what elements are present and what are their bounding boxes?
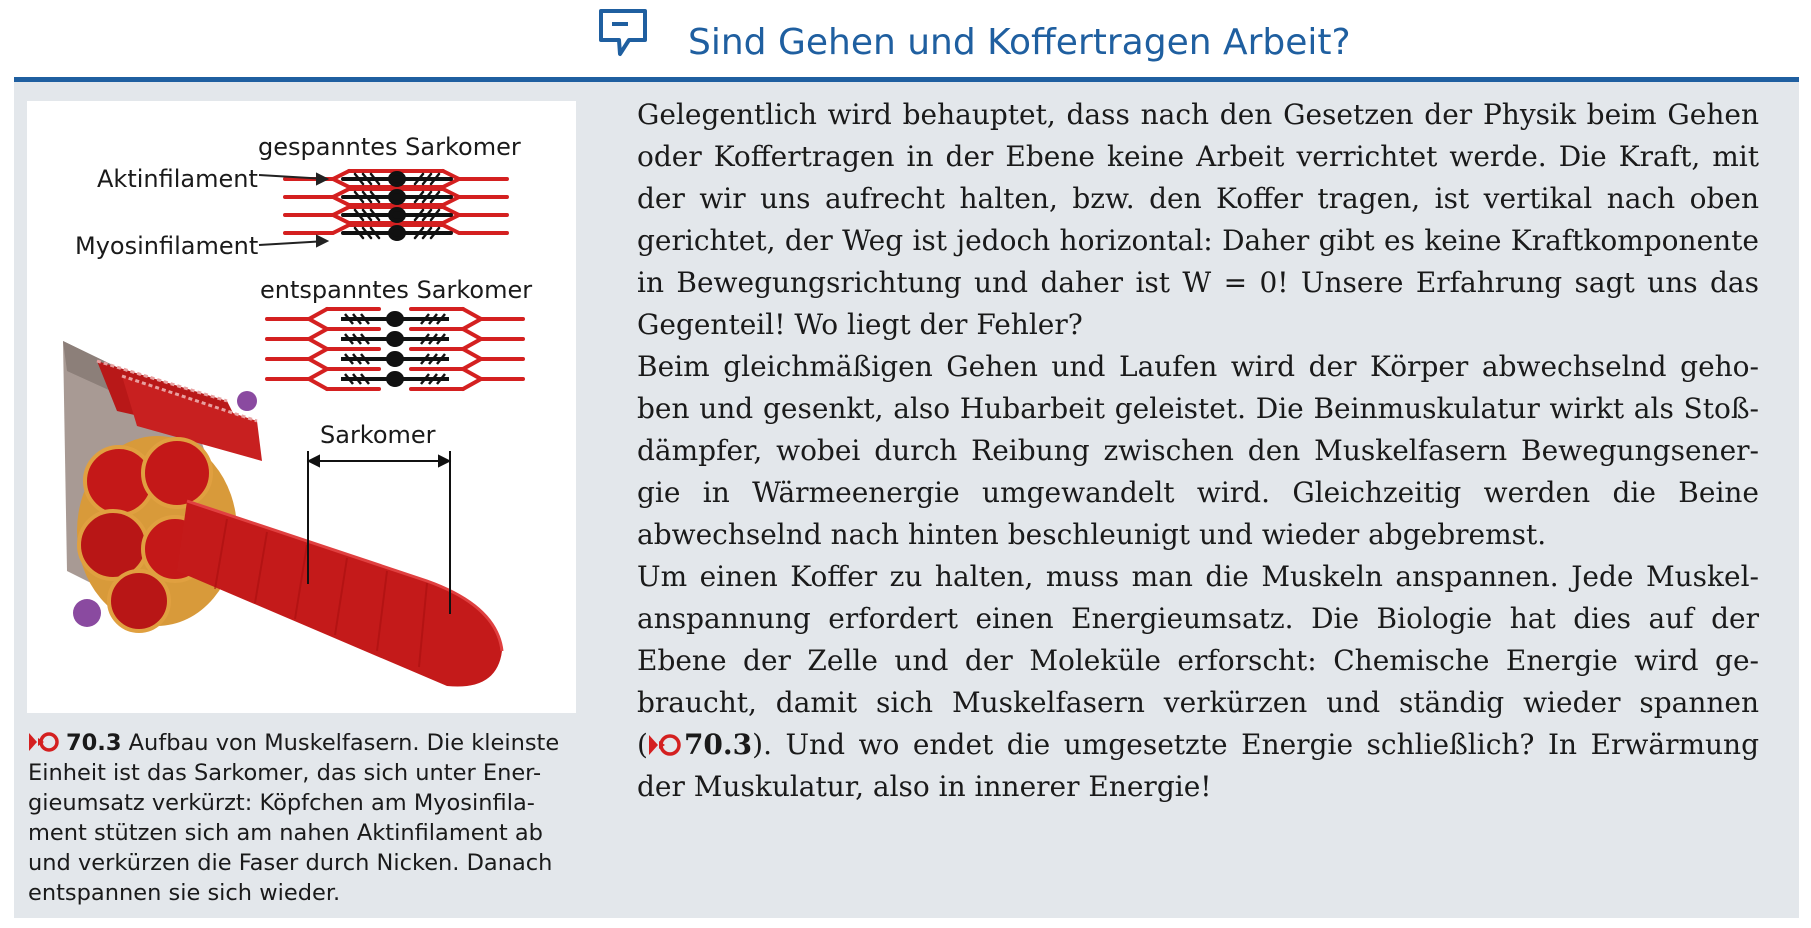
figure-reference-icon[interactable] — [648, 733, 684, 757]
body-line: Gegenteil! Wo liegt der Fehler? — [637, 308, 1083, 341]
figure-caption — [28, 728, 588, 908]
body-line: braucht, damit sich Muskelfasern verkürzen und ständig wieder spannen — [637, 686, 1759, 719]
body-line: oder Koffertragen in der Ebene keine Arbeit verrichtet werde. Die Kraft, mit — [637, 140, 1759, 173]
page-title: Sind Gehen und Koffertragen Arbeit? — [688, 22, 1351, 63]
body-line: der Muskulatur, also in innerer Energie! — [637, 770, 1212, 803]
label-contracted-sarcomere: gespanntes Sarkomer — [258, 133, 521, 161]
body-line: Beim gleichmäßigen Gehen und Laufen wird der Körper abwechselnd geho- — [637, 350, 1759, 383]
body-line: Um einen Koffer zu halten, muss man die Muskeln anspannen. Jede Muskel- — [637, 560, 1759, 593]
body-line: anspannung erfordert einen Energieumsatz. Die Biologie hat dies auf der — [637, 602, 1759, 635]
caption-line: ment stützen sich am nahen Aktinfilament ab — [28, 820, 543, 846]
caption-text: Aufbau von Muskelfasern. Die kleinste — [121, 730, 560, 756]
label-relaxed-sarcomere: entspanntes Sarkomer — [260, 276, 533, 304]
paren-open: ( — [637, 728, 648, 761]
caption-line: entspannen sie sich wieder. — [28, 880, 341, 906]
body-line: gerichtet, der Weg ist jedoch horizontal: Daher gibt es keine Kraftkomponente — [637, 224, 1759, 257]
muscle-bundle-illustration — [63, 341, 502, 687]
caption-line: Einheit ist das Sarkomer, das sich unter Ener- — [28, 760, 542, 786]
body-line-rest: ). Und wo endet die umgesetzte Energie schließlich? In Erwärmung — [752, 728, 1759, 761]
body-line: abwechselnd nach hinten beschleunigt und wieder abgebremst. — [637, 518, 1547, 551]
body-line: Ebene der Zelle und der Moleküle erforscht: Chemische Energie wird ge- — [637, 644, 1759, 677]
body-line: ben und gesenkt, also Hubarbeit geleistet. Die Beinmuskulatur wirkt als Stoß- — [637, 392, 1759, 425]
caption-figure-number: 70.3 — [66, 730, 122, 756]
label-sarcomere: Sarkomer — [320, 421, 436, 449]
figure-reference-icon — [28, 731, 62, 753]
leader-lines — [259, 174, 327, 246]
caption-line: und verkürzen die Faser durch Nicken. Danach — [28, 850, 553, 876]
caption-line: gieumsatz verkürzt: Köpfchen am Myosinfila- — [28, 790, 535, 816]
muscle-figure — [27, 101, 576, 713]
body-line: dämpfer, wobei durch Reibung zwischen den Muskelfasern Bewegungsener- — [637, 434, 1759, 467]
body-text — [637, 94, 1759, 808]
body-line: Gelegentlich wird behauptet, dass nach den Gesetzen der Physik beim Gehen — [637, 98, 1759, 131]
body-line: gie in Wärmeenergie umgewandelt wird. Gleichzeitig werden die Beine — [637, 476, 1759, 509]
caption-line — [28, 728, 588, 758]
figure-reference-link[interactable]: 70.3 — [683, 728, 753, 761]
label-myosin-filament: Myosinfilament — [75, 232, 259, 260]
body-line: der wir uns aufrecht halten, bzw. den Koffer tragen, ist vertikal nach oben — [637, 182, 1759, 215]
body-line-with-reference — [637, 724, 1759, 766]
header — [0, 0, 1811, 82]
speech-bubble-icon — [598, 8, 648, 60]
label-actin-filament: Aktinfilament — [97, 165, 258, 193]
body-line: in Bewegungsrichtung und daher ist W = 0! Unsere Erfahrung sagt uns das — [637, 266, 1759, 299]
relaxed-sarcomere-diagram — [267, 309, 523, 389]
